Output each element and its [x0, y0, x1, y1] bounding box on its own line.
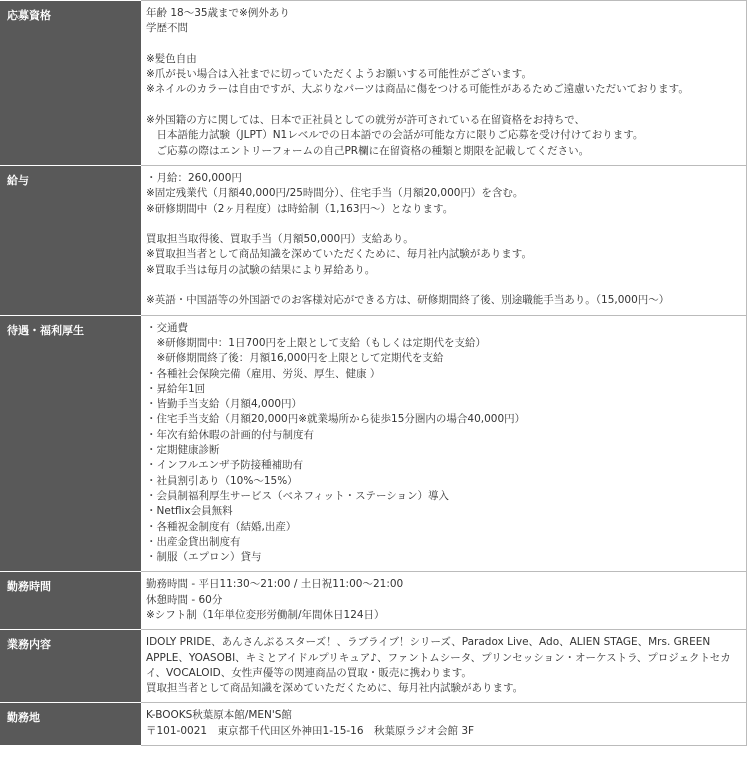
row-content	[141, 630, 747, 703]
text-line: ※固定残業代（月額40,000円/25時間分）、住宅手当（月額20,000円）を含む。	[146, 187, 524, 200]
text-line: ※研修期間中：1日700円を上限として支給（もしくは定期代を支給）	[146, 336, 487, 349]
text-line: 買取担当者として商品知識を深めていただくために、毎月社内試験があります。	[146, 682, 524, 695]
text-line: 日本語能力試験（JLPT）N1レベルでの日本語での会話が可能な方に限りご応募を受け付けております。	[146, 129, 644, 142]
row-label: 待遇・福利厚生	[0, 315, 141, 572]
row-salary	[0, 165, 747, 315]
text-line: ・昇給年1回	[146, 382, 206, 395]
blank-line	[146, 37, 742, 52]
row-label: 勤務時間	[0, 572, 141, 630]
text-line: K-BOOKS秋葉原本館/MEN'S館	[146, 709, 292, 722]
text-line: ・Netflix会員無料	[146, 505, 233, 518]
text-line: 学歴不問	[146, 22, 188, 35]
row-job-description	[0, 630, 747, 703]
text-line: ※髪色自由	[146, 52, 197, 65]
text-line: ※買取担当者として商品知識を深めていただくために、毎月社内試験があります。	[146, 248, 532, 261]
text-line: ・月給：260,000円	[146, 171, 242, 184]
text-line: ※シフト制（1年単位変形労働制/年間休日124日）	[146, 608, 385, 621]
row-working-hours	[0, 572, 747, 630]
text-line: ・会員制福利厚生サービス（ベネフィット・ステーション）導入	[146, 489, 450, 502]
text-line: ・各種社会保険完備（雇用、労災、厚生、健康 ）	[146, 367, 381, 380]
row-label: 勤務地	[0, 703, 141, 746]
text-line: ※外国籍の方に関しては、日本で正社員としての就労が許可されている在留資格をお持ちで、	[146, 114, 585, 127]
text-line: ・住宅手当支給（月額20,000円※就業場所から徒歩15分圏内の場合40,000円）	[146, 413, 526, 426]
text-line: 勤務時間 - 平日11:30～21:00 / 土日祝11:00～21:00	[146, 578, 404, 591]
row-label: 業務内容	[0, 630, 141, 703]
text-line: ご応募の際はエントリーフォームの自己PR欄に在留資格の種類と期限を記載してください。	[146, 144, 590, 157]
text-paragraph: IDOLY PRIDE、あんさんぶるスターズ！、ラブライブ！シリーズ、Paradox Live、Ado、ALIEN STAGE、Mrs. GREEN APPLE、YOASOBI、キミとアイドルプリキュア♪、ファントムシータ、プリンセッション・オーケストラ、プロジェクトセカイ、VOCALOID、女性声優等の関連商品の買取・販売に携わります。	[146, 636, 731, 679]
row-content	[141, 1, 747, 166]
blank-line	[146, 278, 742, 293]
row-benefits	[0, 315, 747, 572]
text-line: ※爪が長い場合は入社までに切っていただくようお願いする可能性がございます。	[146, 68, 532, 81]
blank-line	[146, 217, 742, 232]
text-line: ・制服（エプロン）貸与	[146, 551, 262, 564]
row-content	[141, 703, 747, 746]
text-line: ※研修期間中（2ヶ月程度）は時給制（1,163円～）となります。	[146, 202, 454, 215]
text-line: 年齢 18～35歳まで※例外あり	[146, 7, 290, 19]
text-line: ・交通費	[146, 321, 188, 334]
row-label: 給与	[0, 165, 141, 315]
row-location	[0, 703, 747, 746]
text-line: ・社員割引あり（10%～15%）	[146, 474, 298, 487]
row-qualifications	[0, 1, 747, 166]
text-line: 買取担当取得後、買取手当（月額50,000円）支給あり。	[146, 233, 414, 246]
text-line: ・年次有給休暇の計画的付与制度有	[146, 428, 314, 441]
text-line: ※研修期間終了後：月額16,000円を上限として定期代を支給	[146, 352, 444, 365]
row-content	[141, 315, 747, 572]
text-line: ・インフルエンザ予防接種補助有	[146, 459, 304, 472]
text-line: 休憩時間 - 60分	[146, 593, 223, 606]
row-label: 応募資格	[0, 1, 141, 166]
text-line: ※英語・中国語等の外国語でのお客様対応ができる方は、研修期間終了後、別途職能手当あり。（15,000円～）	[146, 294, 670, 307]
text-line: 〒101-0021 東京都千代田区外神田1-15-16 秋葉原ラジオ会館 3F	[146, 724, 475, 737]
row-content	[141, 165, 747, 315]
text-line: ・皆勤手当支給（月額4,000円）	[146, 398, 303, 411]
row-content	[141, 572, 747, 630]
text-line: ・出産金貸出制度有	[146, 535, 241, 548]
blank-line	[146, 98, 742, 113]
text-line: ※買取手当は毎月の試験の結果により昇給あり。	[146, 263, 376, 276]
text-line: ・各種祝金制度有（結婚,出産）	[146, 520, 297, 533]
text-line: ・定期健康診断	[146, 444, 220, 457]
text-line: ※ネイルのカラーは自由ですが、大ぶりなパーツは商品に傷をつける可能性があるためご遠慮いただいております。	[146, 83, 689, 96]
